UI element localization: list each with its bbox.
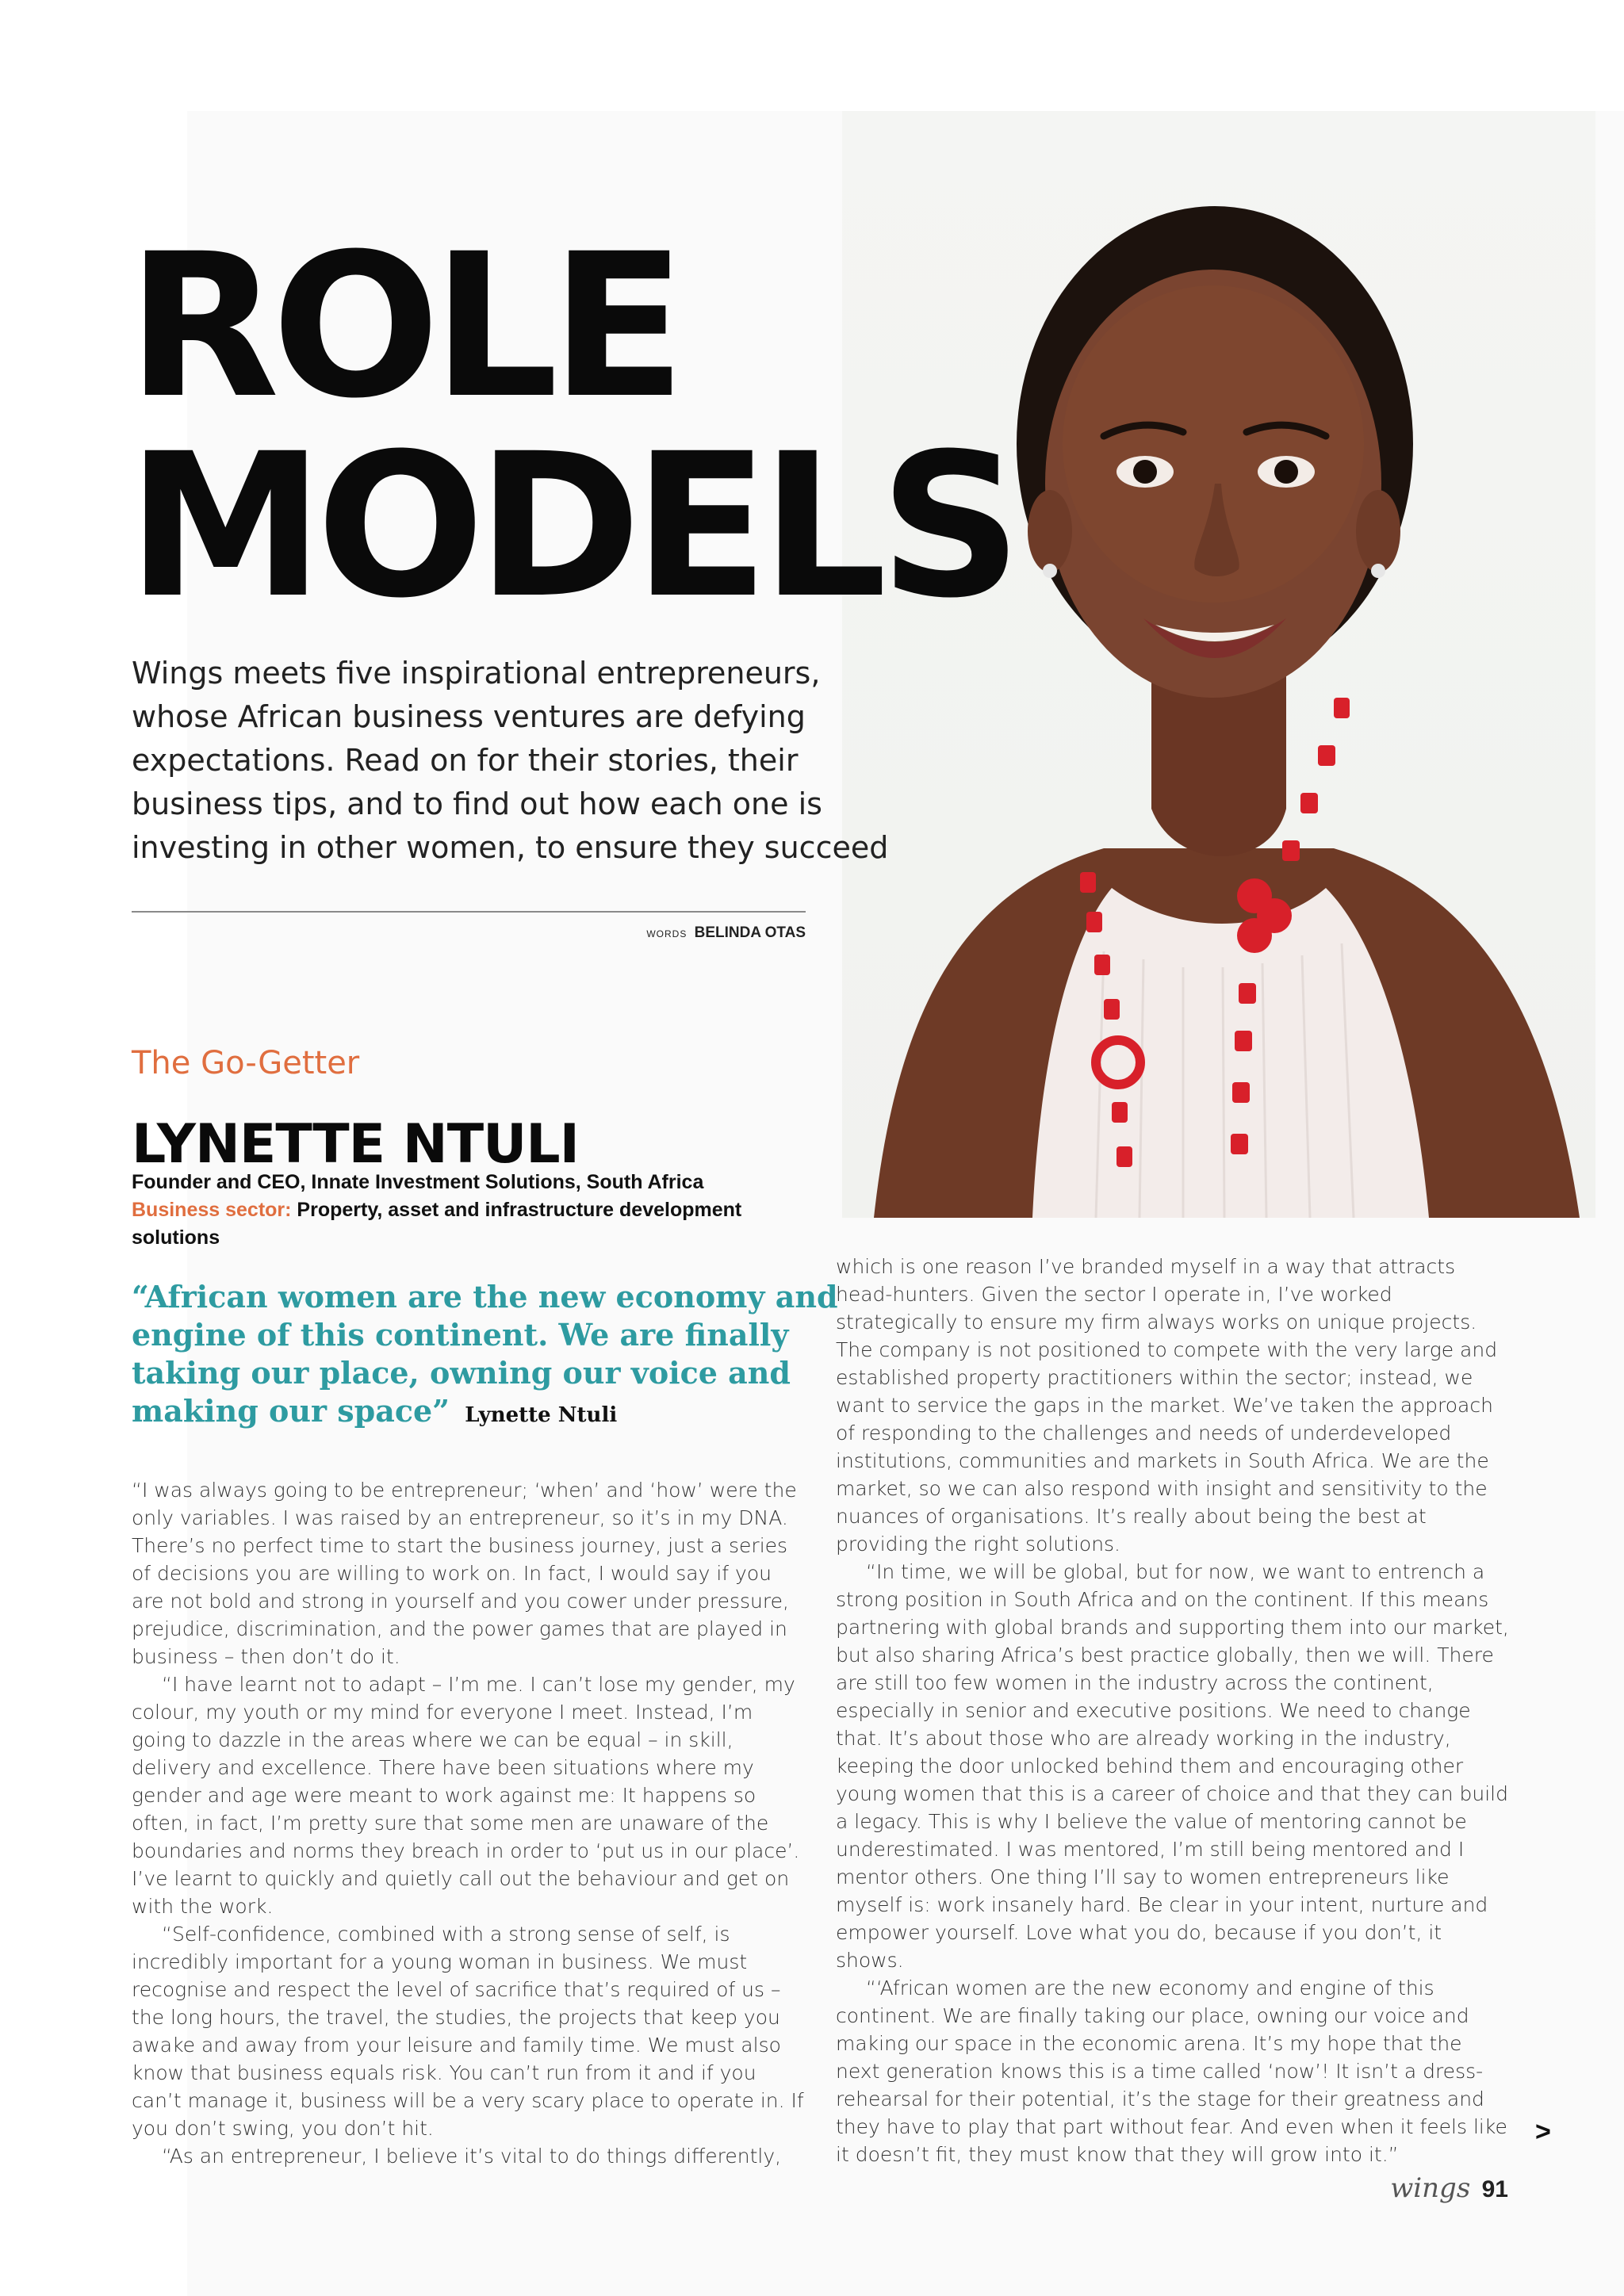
profile-role: Founder and CEO, Innate Investment Solutions, South Africa — [132, 1171, 704, 1193]
earring-left — [1043, 564, 1057, 578]
byline-label: WORDS — [646, 928, 688, 939]
intro-standfirst: Wings meets five inspirational entrepreneurs, whose African business ventures are defying expectations. Read on for their stories, their business tips, and to find out how each one is investing in other women, to ensure they succeed — [132, 656, 889, 865]
next-page-arrow-icon[interactable]: > — [1535, 2117, 1551, 2147]
body-column-right — [836, 1253, 1511, 2168]
title-line-2: MODELS — [127, 411, 1014, 641]
profile-name: LYNETTE NTULI — [132, 1113, 579, 1176]
byline — [646, 924, 806, 942]
body-paragraph: “‘African women are the new economy and engine of this continent. We are finally taking our place, owning our voice and making our space in the economic arena. It’s my hope that the next generation knows this is a time called ‘now’! It isn’t a dress-rehearsal for their potential, it’s the stage for their greatness and they have to play that part without fear. And even when it feels like it doesn’t fit, they must know that they will grow into it.” — [836, 1976, 1507, 2166]
title-line-1: ROLE — [127, 211, 679, 442]
body-paragraph: “Self-confidence, combined with a strong sense of self, is incredibly important for a young woman in business. We must recognise and respect the level of sacrifice that’s required of us – the long hours, the travel, the studies, the projects that keep you awake and away from your leisure and family time. We must also know that business equals risk. You can’t run from it and if you can’t manage it, business will be a very scary place to operate in. If you don’t swing, you don’t hit. — [132, 1923, 804, 2140]
sector-label: Business sector: — [132, 1199, 292, 1221]
pull-quote-text: “African women are the new economy and engine of this continent. We are finally taking our place, owning our voice and making our space” — [132, 1279, 838, 1429]
profile-label: The Go-Getter — [132, 1045, 360, 1081]
body-paragraph: “As an entrepreneur, I believe it’s vital to do things differently, — [162, 2145, 782, 2168]
profile-meta — [132, 1169, 814, 1252]
body-paragraph: “I was always going to be entrepreneur; ‘when’ and ‘how’ were the only variables. I was raised by an entrepreneur, so it’s in my DNA. There’s no perfect time to start the business journey, just a series of decisions you are willing to work on. In fact, I would say if you are not bold and strong in yourself and you cower under pressure, prejudice, discrimination, and the power games that are played in business – then don’t do it. — [132, 1479, 797, 1668]
page-footer — [1390, 2172, 1508, 2204]
profile-sector — [132, 1196, 814, 1252]
sector-value: Property, asset and infrastructure development solutions — [132, 1199, 742, 1249]
pull-quote-attribution: Lynette Ntuli — [465, 1403, 618, 1427]
page-title — [127, 211, 1014, 641]
body-paragraph: “I have learnt not to adapt – I’m me. I can’t lose my gender, my colour, my youth or my mind for everyone I meet. Instead, I’m going to dazzle in the areas where we can be equal – in skill, delivery and excellence. There have been situations where my gender and age were meant to work against me: It happens so often, in fact, I’m pretty sure that some men are unaware of the boundaries and norms they breach in order to ‘put us in our place’. I’ve learnt to quickly and quietly call out the behaviour and get on with the work. — [132, 1673, 800, 1918]
magazine-logo: wings — [1390, 2172, 1471, 2204]
byline-divider — [132, 911, 806, 913]
byline-author: BELINDA OTAS — [694, 924, 806, 941]
page-number: 91 — [1481, 2176, 1508, 2202]
body-column-left — [132, 1476, 807, 2170]
body-paragraph: which is one reason I’ve branded myself in a way that attracts head-hunters. Given the sector I operate in, I’ve worked strategically to ensure my firm always works on unique projects. The company is not positioned to compete with the very large and established property practitioners within the sector; instead, we want to service the gaps in the market. We’ve taken the approach of responding to the challenges and needs of underdeveloped institutions, communities and markets in South Africa. We are the market, so we can also respond with insight and sensitivity to the nuances of organisations. It’s really about being the best at providing the right solutions. — [836, 1255, 1498, 1556]
pull-quote — [132, 1278, 845, 1434]
body-paragraph: “In time, we will be global, but for now, we want to entrench a strong position in South Africa and on the continent. If this means partnering with global brands and supporting them into our market, but also sharing Africa’s best practice globally, then we will. There are still too few women in the industry across the continent, especially in senior and executive positions. We need to change that. It’s about those who are already working in the industry, keeping the door unlocked behind them and encouraging other young women that this is a career of choice and that they can build a legacy. This is why I believe the value of mentoring cannot be underestimated. I was mentored, I’m still being mentored and I mentor others. One thing I’ll say to women entrepreneurs like myself is: work insanely hard. Be clear in your intent, nurture and empower yourself. Love what you do, because if you don’t, it shows. — [836, 1560, 1509, 1972]
earring-right — [1371, 564, 1385, 578]
